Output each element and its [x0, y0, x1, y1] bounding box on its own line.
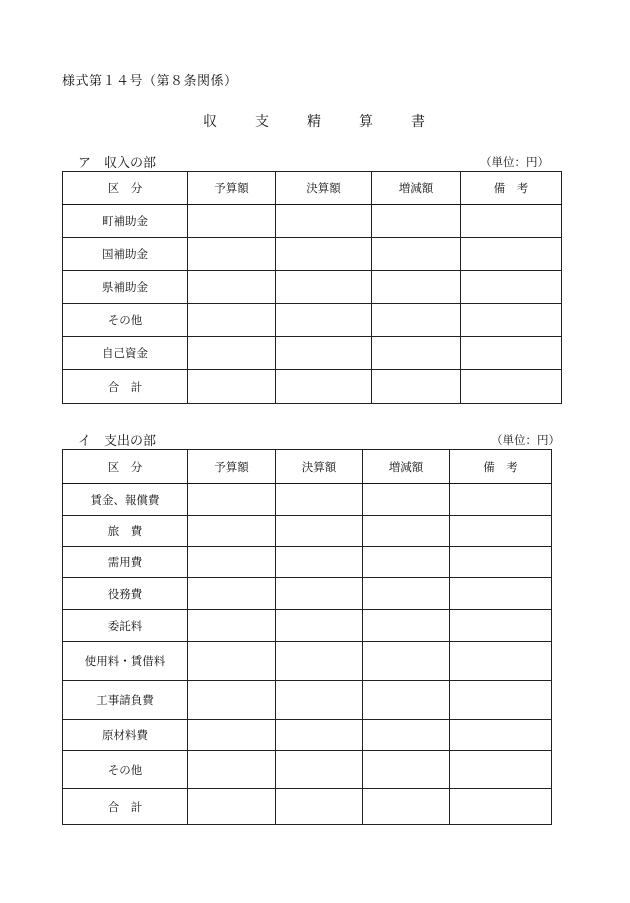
income-total-label: 合 計 [63, 370, 188, 404]
expenditure-table [62, 449, 552, 825]
expenditure-settlement-cell[interactable] [276, 516, 363, 547]
income-row [63, 238, 562, 271]
expenditure-settlement-cell[interactable] [276, 578, 363, 610]
income-settlement-cell[interactable] [276, 271, 372, 304]
expenditure-col-budget: 予算額 [188, 450, 276, 484]
expenditure-settlement-cell[interactable] [276, 751, 363, 789]
expenditure-total-row [63, 789, 552, 825]
expenditure-budget-cell[interactable] [188, 642, 276, 681]
expenditure-row-label: 需用費 [63, 547, 188, 578]
income-row [63, 304, 562, 337]
expenditure-total-label: 合 計 [63, 789, 188, 825]
expenditure-row-label: 使用料・賃借料 [63, 642, 188, 681]
expenditure-remarks-cell[interactable] [450, 484, 552, 516]
expenditure-row [63, 751, 552, 789]
expenditure-row-label: 旅 費 [63, 516, 188, 547]
income-col-settlement: 決算額 [276, 172, 372, 205]
income-difference-cell[interactable] [372, 271, 461, 304]
income-budget-cell[interactable] [188, 271, 276, 304]
income-col-remarks: 備 考 [461, 172, 562, 205]
expenditure-row-label: 原材料費 [63, 720, 188, 751]
income-settlement-cell[interactable] [276, 238, 372, 271]
expenditure-difference-cell[interactable] [363, 720, 450, 751]
income-total-budget-cell[interactable] [188, 370, 276, 404]
income-row-label: 町補助金 [63, 205, 188, 238]
expenditure-row [63, 642, 552, 681]
income-unit-label: （単位：円） [480, 155, 549, 169]
income-row [63, 337, 562, 370]
income-row [63, 205, 562, 238]
expenditure-row-label: 委託料 [63, 610, 188, 642]
income-difference-cell[interactable] [372, 337, 461, 370]
expenditure-row-label: 役務費 [63, 578, 188, 610]
income-total-row [63, 370, 562, 404]
income-total-difference-cell[interactable] [372, 370, 461, 404]
income-remarks-cell[interactable] [461, 271, 562, 304]
income-col-category: 区 分 [63, 172, 188, 205]
expenditure-budget-cell[interactable] [188, 720, 276, 751]
expenditure-budget-cell[interactable] [188, 681, 276, 720]
expenditure-settlement-cell[interactable] [276, 642, 363, 681]
income-settlement-cell[interactable] [276, 205, 372, 238]
expenditure-budget-cell[interactable] [188, 610, 276, 642]
income-remarks-cell[interactable] [461, 337, 562, 370]
expenditure-header-row [63, 450, 552, 484]
expenditure-remarks-cell[interactable] [450, 610, 552, 642]
income-col-difference: 増減額 [372, 172, 461, 205]
income-row-label: 自己資金 [63, 337, 188, 370]
expenditure-row-label: 工事請負費 [63, 681, 188, 720]
expenditure-col-settlement: 決算額 [276, 450, 363, 484]
income-settlement-cell[interactable] [276, 337, 372, 370]
expenditure-difference-cell[interactable] [363, 578, 450, 610]
expenditure-difference-cell[interactable] [363, 484, 450, 516]
expenditure-total-settlement-cell[interactable] [276, 789, 363, 825]
expenditure-budget-cell[interactable] [188, 484, 276, 516]
form-number: 様式第１４号（第８条関係） [62, 74, 238, 89]
expenditure-difference-cell[interactable] [363, 547, 450, 578]
income-budget-cell[interactable] [188, 205, 276, 238]
document-title: 収 支 精 算 書 [203, 114, 437, 130]
expenditure-col-difference: 増減額 [363, 450, 450, 484]
expenditure-difference-cell[interactable] [363, 642, 450, 681]
expenditure-settlement-cell[interactable] [276, 681, 363, 720]
income-col-budget: 予算額 [188, 172, 276, 205]
expenditure-budget-cell[interactable] [188, 547, 276, 578]
expenditure-budget-cell[interactable] [188, 578, 276, 610]
expenditure-settlement-cell[interactable] [276, 720, 363, 751]
income-table [62, 171, 562, 404]
income-budget-cell[interactable] [188, 238, 276, 271]
income-row [63, 271, 562, 304]
expenditure-difference-cell[interactable] [363, 681, 450, 720]
income-remarks-cell[interactable] [461, 304, 562, 337]
expenditure-remarks-cell[interactable] [450, 720, 552, 751]
expenditure-remarks-cell[interactable] [450, 751, 552, 789]
expenditure-settlement-cell[interactable] [276, 484, 363, 516]
expenditure-row [63, 516, 552, 547]
expenditure-col-remarks: 備 考 [450, 450, 552, 484]
income-header-row [63, 172, 562, 205]
expenditure-row [63, 681, 552, 720]
income-row-label: 国補助金 [63, 238, 188, 271]
expenditure-row-label: 賃金、報償費 [63, 484, 188, 516]
expenditure-settlement-cell[interactable] [276, 547, 363, 578]
income-settlement-cell[interactable] [276, 304, 372, 337]
expenditure-row [63, 547, 552, 578]
income-budget-cell[interactable] [188, 304, 276, 337]
expenditure-unit-label: （単位：円） [491, 433, 560, 447]
income-remarks-cell[interactable] [461, 238, 562, 271]
income-total-settlement-cell[interactable] [276, 370, 372, 404]
income-difference-cell[interactable] [372, 238, 461, 271]
expenditure-remarks-cell[interactable] [450, 681, 552, 720]
income-total-remarks-cell[interactable] [461, 370, 562, 404]
expenditure-budget-cell[interactable] [188, 516, 276, 547]
income-row-label: その他 [63, 304, 188, 337]
expenditure-total-budget-cell[interactable] [188, 789, 276, 825]
income-difference-cell[interactable] [372, 304, 461, 337]
expenditure-row-label: その他 [63, 751, 188, 789]
expenditure-difference-cell[interactable] [363, 751, 450, 789]
expenditure-difference-cell[interactable] [363, 516, 450, 547]
expenditure-section-title: イ 支出の部 [78, 434, 157, 449]
expenditure-row [63, 720, 552, 751]
expenditure-col-category: 区 分 [63, 450, 188, 484]
expenditure-remarks-cell[interactable] [450, 578, 552, 610]
income-remarks-cell[interactable] [461, 205, 562, 238]
income-budget-cell[interactable] [188, 337, 276, 370]
expenditure-total-remarks-cell[interactable] [450, 789, 552, 825]
expenditure-remarks-cell[interactable] [450, 547, 552, 578]
expenditure-settlement-cell[interactable] [276, 610, 363, 642]
expenditure-row [63, 484, 552, 516]
income-difference-cell[interactable] [372, 205, 461, 238]
expenditure-budget-cell[interactable] [188, 751, 276, 789]
expenditure-total-difference-cell[interactable] [363, 789, 450, 825]
income-section-title: ア 収入の部 [78, 156, 157, 171]
expenditure-row [63, 578, 552, 610]
expenditure-difference-cell[interactable] [363, 610, 450, 642]
expenditure-remarks-cell[interactable] [450, 642, 552, 681]
expenditure-remarks-cell[interactable] [450, 516, 552, 547]
expenditure-row [63, 610, 552, 642]
income-row-label: 県補助金 [63, 271, 188, 304]
